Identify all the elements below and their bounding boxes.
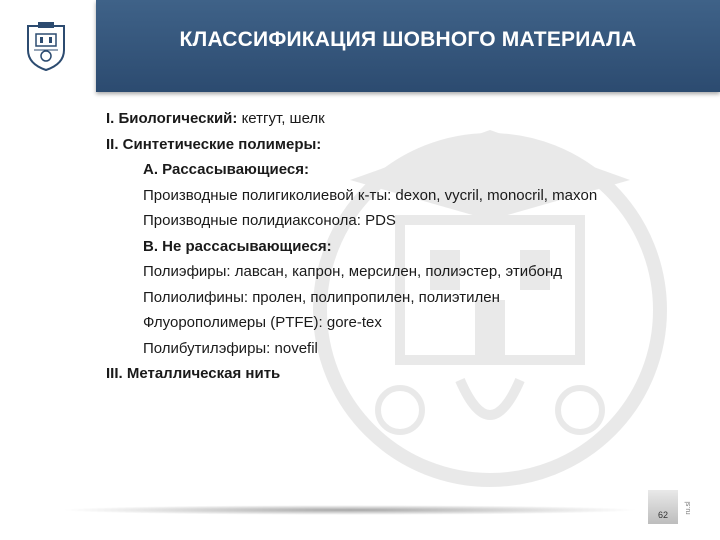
content-line-heading: II. Синтетические полимеры:: [106, 135, 322, 153]
content-line: [106, 263, 666, 281]
content-line-text: Производные полидиаксонола: PDS: [143, 212, 396, 229]
title-bar: [96, 0, 720, 92]
content-line: [106, 340, 666, 358]
slide-header: [0, 0, 720, 92]
side-label: ru.sl: [685, 501, 692, 515]
content-line-heading: III. Металлическая нить: [106, 365, 281, 382]
content-line: [106, 289, 666, 307]
content-line: [106, 161, 666, 179]
content-line: [106, 238, 666, 256]
content-line-text: Полиэфиры: лавсан, капрон, мерсилен, полиэстер, этибонд: [143, 263, 563, 280]
page-number: 62: [657, 510, 668, 520]
content-line: [106, 365, 666, 383]
content-line-text: Полибутилэфиры: novefil: [143, 339, 318, 357]
content-line-text: кетгут, шелк: [237, 110, 325, 127]
slide-content: [106, 110, 666, 391]
logo-area: [0, 0, 92, 92]
university-crest-icon: [24, 20, 68, 72]
content-line: [106, 136, 666, 154]
content-line: [106, 212, 666, 230]
content-line: [106, 187, 666, 205]
slide-title: КЛАССИФИКАЦИЯ ШОВНОГО МАТЕРИАЛА: [179, 28, 637, 51]
page-number-box: [648, 490, 678, 524]
content-line: [106, 110, 666, 128]
content-line-heading: А. Рассасывающиеся:: [143, 161, 309, 178]
content-line: [106, 314, 666, 332]
content-line-text: Производные полигиколиевой к-ты: dexon, vycril, monocril, maxon: [143, 186, 598, 204]
bottom-shadow: [60, 505, 640, 515]
content-line-text: Флуорополимеры (PTFE): gore-tex: [143, 314, 382, 331]
content-line-text: Полиолифины: пролен, полипропилен, полиэтилен: [143, 288, 500, 306]
content-line-heading: В. Не рассасывающиеся:: [143, 237, 332, 255]
content-line-heading: I. Биологический:: [106, 110, 238, 127]
